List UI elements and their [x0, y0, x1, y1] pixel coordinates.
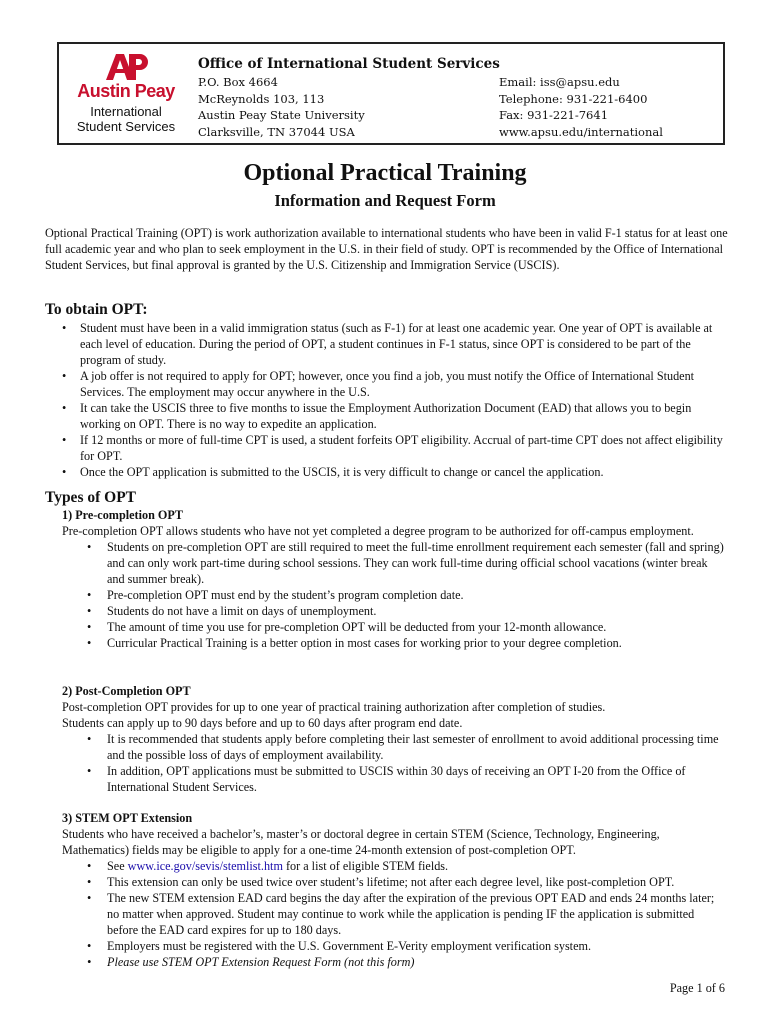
logo-name: Austin Peay	[77, 81, 175, 101]
list-item: • Students do not have a limit on days of unemployment.	[62, 603, 728, 619]
fax-line: Fax: 931-221-7641	[499, 108, 609, 122]
list-item: • If 12 months or more of full-time CPT is used, a student forfeits OPT eligibility. Accrual of part-time CPT does not affect eligibility for OPT.	[45, 432, 728, 464]
address-line: P.O. Box 4664	[198, 75, 278, 89]
see-prefix: See	[107, 859, 128, 873]
post-completion-heading: 2) Post-Completion OPT	[62, 684, 191, 698]
intro-paragraph: Optional Practical Training (OPT) is work authorization available to international students who have been in valid F-1 status for at least one full academic year and who plan to seek employment in the U.S. in their field of study. OPT is recommended by the Office of International Student Services, but final approval is granted by the U.S. Citizenship and Immigration Service (USCIS).	[45, 226, 728, 272]
document-title: Optional Practical Training	[243, 160, 527, 186]
obtain-heading: To obtain OPT:	[45, 301, 148, 318]
pre-completion-section	[62, 507, 728, 651]
post-completion-list	[62, 731, 728, 795]
pre-completion-heading: 1) Pre-completion OPT	[62, 508, 183, 522]
telephone-line: Telephone: 931-221-6400	[499, 91, 648, 106]
list-item: • Please use STEM OPT Extension Request Form (not this form)	[62, 954, 728, 970]
list-item: • A job offer is not required to apply for OPT; however, once you find a job, you must notify the Office of International Student Services. The employment may occur anywhere in the U.S.	[45, 368, 728, 400]
list-item: • The amount of time you use for pre-completion OPT will be deducted from your 12-month allowance.	[62, 619, 728, 635]
page-number: Page 1 of 6	[669, 981, 725, 995]
contact-block	[499, 74, 663, 140]
email-line: Email: iss@apsu.edu	[499, 75, 620, 89]
list-item: • Students on pre-completion OPT are still required to meet the full-time enrollment requirement each semester (fall and spring) and can only work part-time during school sessions. They can work full-time during official school vacations (winter break and summer break).	[62, 539, 728, 587]
list-item: • Curricular Practical Training is a better option in most cases for working prior to your degree completion.	[62, 635, 728, 651]
list-item: • Employers must be registered with the U.S. Government E-Verity employment verification system.	[62, 938, 728, 954]
pre-completion-desc: Pre-completion OPT allows students who have not yet completed a degree program to be authorized for off-campus employment.	[62, 524, 694, 538]
stem-heading: 3) STEM OPT Extension	[62, 811, 193, 825]
list-item	[62, 858, 728, 874]
apsu-logo	[71, 52, 181, 142]
pre-completion-list	[62, 539, 728, 651]
list-item: • Pre-completion OPT must end by the student’s program completion date.	[62, 587, 728, 603]
list-item: • Once the OPT application is submitted to the USCIS, it is very difficult to change or cancel the application.	[45, 464, 728, 480]
obtain-list	[45, 320, 728, 480]
logo-sub-line-1: International	[90, 104, 162, 119]
post-completion-section	[62, 683, 728, 795]
list-item: • Student must have been in a valid immigration status (such as F-1) for at least one academic year. One year of OPT is available at each level of education. During the period of OPT, a student continues in F-1 status, since OPT is considered to be part of the program of study.	[45, 320, 728, 368]
document-subtitle: Information and Request Form	[274, 191, 496, 210]
website-link[interactable]: www.apsu.edu/international	[499, 124, 663, 139]
types-heading: Types of OPT	[45, 489, 136, 506]
address-line: McReynolds 103, 113	[198, 91, 325, 106]
list-item: • The new STEM extension EAD card begins the day after the expiration of the previous OPT EAD and ends 24 months later; no matter when approved. Student may continue to work while the application is pending IF the application is submitted before the EAD card expires for up to 180 days.	[62, 890, 728, 938]
letterhead	[57, 42, 725, 145]
stem-list	[62, 858, 728, 970]
ap-logo-icon	[104, 52, 148, 82]
stem-section	[62, 810, 728, 970]
list-item: • It can take the USCIS three to five months to issue the Employment Authorization Document (EAD) that allows you to begin working on OPT. There is no way to expedite an application.	[45, 400, 728, 432]
address-line: Austin Peay State University	[198, 108, 365, 122]
post-completion-desc-line: Post-completion OPT provides for up to one year of practical training authorization after completion of studies.	[62, 700, 606, 714]
list-item: • In addition, OPT applications must be submitted to USCIS within 30 days of receiving an OPT I-20 from the Office of International Student Services.	[62, 763, 728, 795]
address-block	[198, 74, 365, 140]
logo-sub-line-2: Student Services	[76, 119, 176, 134]
address-line: Clarksville, TN 37044 USA	[198, 124, 355, 139]
office-title: Office of International Student Services	[198, 56, 500, 72]
list-item: • This extension can only be used twice over student’s lifetime; not after each degree level, like post-completion OPT.	[62, 874, 728, 890]
stem-desc: Students who have received a bachelor’s, master’s or doctoral degree in certain STEM (Science, Technology, Engineering, Mathematics) fields may be eligible to apply for a one-time 24-month extension of post-completion OPT.	[62, 827, 660, 857]
stem-list-link[interactable]: www.ice.gov/sevis/stemlist.htm	[127, 859, 283, 873]
see-suffix: for a list of eligible STEM fields.	[282, 859, 449, 873]
post-completion-desc-line: Students can apply up to 90 days before and up to 60 days after program end date.	[62, 716, 463, 730]
list-item: • It is recommended that students apply before completing their last semester of enrollment to avoid additional processing time and the possible loss of days of employment availability.	[62, 731, 728, 763]
